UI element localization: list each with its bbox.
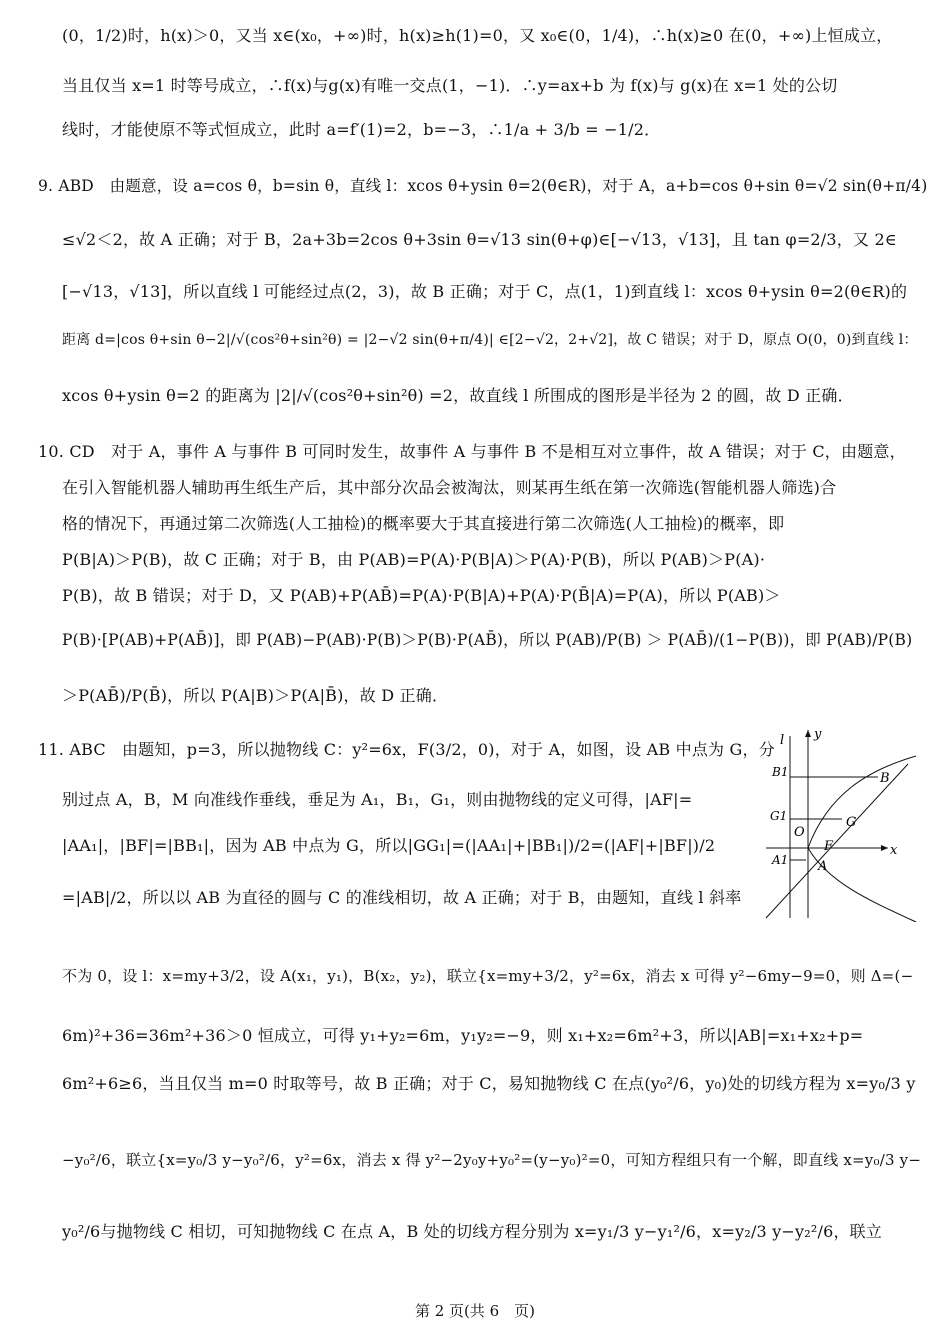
text-line: 10. CD 对于 A，事件 A 与事件 B 可同时发生，故事件 A 与事件 B 不是相互对立事件，故 A 错误；对于 C，由题意， <box>38 442 906 461</box>
text-line: |AA₁|，|BF|=|BB₁|，因为 AB 中点为 G，所以|GG₁|=(|AA₁|+|BB₁|)/2=(|AF|+|BF|)/2 <box>62 836 716 855</box>
label-x: x <box>890 843 898 858</box>
label-A1: A1 <box>772 853 789 867</box>
label-B: B <box>880 771 890 786</box>
text-line: 别过点 A，B，M 向准线作垂线，垂足为 A₁，B₁，G₁，则由抛物线的定义可得，|AF|= <box>62 790 693 809</box>
text-line: P(B)，故 B 错误；对于 D，又 P(AB)+P(AB̄)=P(A)·P(B|A)+P(A)·P(B̄|A)=P(A)，所以 P(AB)＞ <box>62 586 781 605</box>
text-line: [−√13，√13]，所以直线 l 可能经过点(2，3)，故 B 正确；对于 C，点(1，1)到直线 l：xcos θ+ysin θ=2(θ∈R)的 <box>62 282 908 301</box>
label-A: A <box>818 859 828 874</box>
text-line: 6m)²+36=36m²+36＞0 恒成立，可得 y₁+y₂=6m，y₁y₂=−9，则 x₁+x₂=6m²+3，所以|AB|=x₁+x₂+p= <box>62 1026 864 1045</box>
text-line: (0，1/2)时，h(x)＞0，又当 x∈(x₀，+∞)时，h(x)≥h(1)=0，又 x₀∈(0，1/4)，∴h(x)≥0 在(0，+∞)上恒成立， <box>62 26 893 45</box>
text-line: 格的情况下，再通过第二次筛选(人工抽检)的概率要大于其直接进行第二次筛选(人工抽检)的概率，即 <box>62 514 785 533</box>
y-axis-arrow <box>805 730 811 737</box>
text-line: 线时，才能使原不等式恒成立，此时 a=f′(1)=2，b=−3，∴1/a + 3/b = −1/2． <box>62 120 661 139</box>
text-line: 距离 d=|cos θ+sin θ−2|/√(cos²θ+sin²θ) = |2−√2 sin(θ+π/4)| ∈[2−√2，2+√2]，故 C 错误；对于 D，原点 O(0，0)到直线 l： <box>62 332 918 348</box>
label-F: F <box>824 839 834 854</box>
text-line: =|AB|/2，所以以 AB 为直径的圆与 C 的准线相切，故 A 正确；对于 B，由题知，直线 l 斜率 <box>62 888 742 907</box>
text-line: 不为 0，设 l：x=my+3/2，设 A(x₁，y₁)，B(x₂，y₂)，联立{x=my+3/2，y²=6x，消去 x 可得 y²−6my−9=0，则 Δ=(− <box>62 967 914 985</box>
text-line: xcos θ+ysin θ=2 的距离为 |2|/√(cos²θ+sin²θ) =2，故直线 l 所围成的图形是半径为 2 的圆，故 D 正确． <box>62 386 854 405</box>
text-line: 6m²+6≥6，当且仅当 m=0 时取等号，故 B 正确；对于 C，易知抛物线 C 在点(y₀²/6，y₀)处的切线方程为 x=y₀/3 y <box>62 1074 916 1093</box>
label-B1: B1 <box>772 765 789 779</box>
label-y: y <box>814 727 822 742</box>
text-line: y₀²/6与抛物线 C 相切，可知抛物线 C 在点 A，B 处的切线方程分别为 x=y₁/3 y−y₁²/6，x=y₂/3 y−y₂²/6，联立 <box>62 1222 883 1241</box>
text-line: ≤√2＜2，故 A 正确；对于 B，2a+3b=2cos θ+3sin θ=√13 sin(θ+φ)∈[−√13，√13]，且 tan φ=2/3，又 2∈ <box>62 230 897 249</box>
label-l: l <box>780 733 785 748</box>
label-G: G <box>846 815 857 830</box>
chord-line <box>766 764 908 918</box>
x-axis-arrow <box>881 845 888 851</box>
page-footer: 第 2 页(共 6 页) <box>414 1302 536 1320</box>
text-line: 在引入智能机器人辅助再生纸生产后，其中部分次品会被淘汰，则某再生纸在第一次筛选(智能机器人筛选)合 <box>62 478 837 497</box>
label-G1: G1 <box>770 809 788 823</box>
text-line: 11. ABC 由题知，p=3，所以抛物线 C：y²=6x，F(3/2，0)，对于 A，如图，设 AB 中点为 G，分 <box>38 740 775 759</box>
label-O: O <box>794 825 805 840</box>
text-line: 9. ABD 由题意，设 a=cos θ，b=sin θ，直线 l：xcos θ+ysin θ=2(θ∈R)，对于 A，a+b=cos θ+sin θ=√2 sin(θ+π/4) <box>38 177 928 195</box>
text-line: P(B|A)＞P(B)，故 C 正确；对于 B，由 P(AB)=P(A)·P(B|A)＞P(A)·P(B)，所以 P(AB)＞P(A)· <box>62 550 766 569</box>
parabola-figure <box>758 722 918 922</box>
text-line: 当且仅当 x=1 时等号成立，∴f(x)与g(x)有唯一交点(1，−1)．∴y=ax+b 为 f(x)与 g(x)在 x=1 处的公切 <box>62 76 838 95</box>
text-line: −y₀²/6，联立{x=y₀/3 y−y₀²/6，y²=6x，消去 x 得 y²−2y₀y+y₀²=(y−y₀)²=0，可知方程组只有一个解，即直线 x=y₀/3 y− <box>62 1151 922 1169</box>
text-line: P(B)·[P(AB)+P(AB̄)]，即 P(AB)−P(AB)·P(B)＞P(B)·P(AB̄)，所以 P(AB)/P(B) ＞ P(AB̄)/(1−P(B))，即 P(AB)/P(B) <box>62 631 913 649</box>
text-line: ＞P(AB̄)/P(B̄)，所以 P(A|B)＞P(A|B̄)，故 D 正确． <box>62 686 449 705</box>
